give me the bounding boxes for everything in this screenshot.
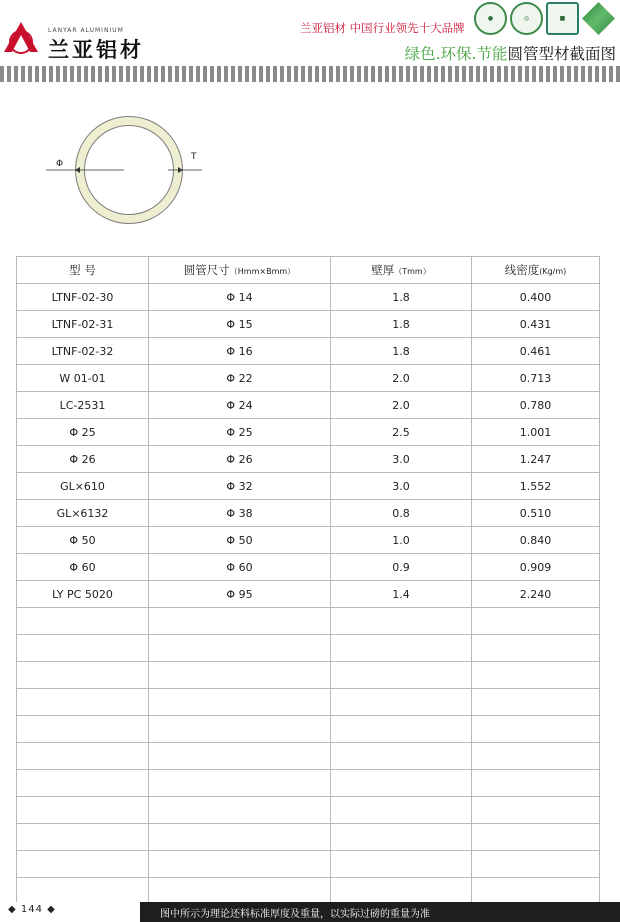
table-cell: [472, 635, 600, 662]
table-cell: 0.461: [472, 338, 600, 365]
table-cell: 1.8: [331, 284, 472, 311]
table-cell: Φ 60: [149, 554, 331, 581]
table-cell: 2.0: [331, 392, 472, 419]
table-cell: [472, 743, 600, 770]
table-row: [17, 608, 600, 635]
table-cell: [472, 824, 600, 851]
table-row: [17, 824, 600, 851]
table-cell: 0.840: [472, 527, 600, 554]
brand-name-en: LANYAR ALUMINIUM: [48, 27, 124, 34]
environment-cert-seal-icon: ◎: [510, 2, 543, 35]
table-body: [17, 284, 600, 905]
table-row: [17, 419, 600, 446]
table-cell: [472, 797, 600, 824]
table-cell: 0.909: [472, 554, 600, 581]
brand-name-cn: 兰亚铝材: [48, 37, 144, 62]
header-density: 线密度(Kg/m): [472, 257, 600, 284]
brand-slogan: 兰亚铝材 中国行业领先十大品牌: [300, 21, 465, 35]
table-cell: [472, 662, 600, 689]
table-cell: [17, 770, 149, 797]
table-cell: [149, 743, 331, 770]
table-cell: Φ 32: [149, 473, 331, 500]
table-cell: [149, 716, 331, 743]
table-cell: LTNF-02-32: [17, 338, 149, 365]
table-cell: [472, 770, 600, 797]
table-cell: [149, 770, 331, 797]
subtitle-black-part: 圆管型材截面图: [507, 45, 616, 63]
table-cell: GL×610: [17, 473, 149, 500]
header-stripe-divider: [0, 66, 620, 82]
table-cell: Φ 22: [149, 365, 331, 392]
table-cell: Φ 50: [149, 527, 331, 554]
table-row: [17, 527, 600, 554]
certification-badges: [474, 2, 615, 35]
table-cell: [472, 689, 600, 716]
table-row: [17, 797, 600, 824]
quality-cert-seal-icon: ■: [546, 2, 579, 35]
table-cell: [149, 662, 331, 689]
table-cell: [331, 608, 472, 635]
table-cell: [331, 824, 472, 851]
header-model: 型 号: [17, 257, 149, 284]
table-cell: [472, 878, 600, 905]
table-cell: Φ 50: [17, 527, 149, 554]
table-row: [17, 338, 600, 365]
table-cell: [17, 851, 149, 878]
table-cell: 0.780: [472, 392, 600, 419]
table-cell: [331, 770, 472, 797]
subtitle-green-part: 绿色.环保.节能: [404, 45, 508, 63]
page-subtitle: [405, 42, 616, 64]
table-row: [17, 635, 600, 662]
table-cell: 1.8: [331, 311, 472, 338]
table-cell: [17, 635, 149, 662]
table-row: [17, 743, 600, 770]
table-cell: Φ 26: [149, 446, 331, 473]
table-cell: 0.8: [331, 500, 472, 527]
footer-note: 图中所示为理论还料标准厚度及重量，以实际过磅的重量为准: [160, 909, 430, 920]
table-cell: [331, 662, 472, 689]
table-header-row: [17, 257, 600, 284]
table-cell: [331, 797, 472, 824]
table-cell: [149, 635, 331, 662]
table-cell: [17, 824, 149, 851]
table-cell: [17, 716, 149, 743]
table-cell: [331, 851, 472, 878]
table-cell: [149, 851, 331, 878]
diameter-label: Φ: [56, 159, 64, 169]
table-cell: 2.240: [472, 581, 600, 608]
table-row: [17, 770, 600, 797]
table-cell: [17, 878, 149, 905]
table-cell: 1.0: [331, 527, 472, 554]
table-cell: [149, 689, 331, 716]
table-cell: 0.9: [331, 554, 472, 581]
green-cert-seal-icon: ●: [474, 2, 507, 35]
table-cell: Φ 25: [17, 419, 149, 446]
table-cell: Φ 38: [149, 500, 331, 527]
table-row: [17, 473, 600, 500]
table-row: [17, 662, 600, 689]
table-cell: Φ 15: [149, 311, 331, 338]
table-cell: [17, 689, 149, 716]
table-row: [17, 716, 600, 743]
table-cell: [17, 797, 149, 824]
table-row: [17, 311, 600, 338]
table-cell: GL×6132: [17, 500, 149, 527]
table-cell: 2.0: [331, 365, 472, 392]
table-cell: [472, 716, 600, 743]
table-cell: Φ 14: [149, 284, 331, 311]
table-cell: 0.431: [472, 311, 600, 338]
spec-table: [16, 256, 600, 905]
table-cell: [331, 743, 472, 770]
table-cell: 3.0: [331, 473, 472, 500]
tube-cross-section-diagram: [44, 108, 214, 238]
table-row: [17, 581, 600, 608]
table-cell: [331, 689, 472, 716]
table-cell: [17, 662, 149, 689]
table-cell: 2.5: [331, 419, 472, 446]
table-row: [17, 500, 600, 527]
table-cell: [331, 878, 472, 905]
table-cell: LY PC 5020: [17, 581, 149, 608]
table-cell: 1.001: [472, 419, 600, 446]
table-row: [17, 392, 600, 419]
table-cell: Φ 95: [149, 581, 331, 608]
table-cell: LTNF-02-31: [17, 311, 149, 338]
table-cell: [331, 716, 472, 743]
table-cell: 0.713: [472, 365, 600, 392]
table-cell: [17, 608, 149, 635]
table-cell: [331, 635, 472, 662]
table-cell: 0.510: [472, 500, 600, 527]
table-cell: [149, 797, 331, 824]
table-cell: Φ 26: [17, 446, 149, 473]
table-cell: Φ 16: [149, 338, 331, 365]
table-cell: 0.400: [472, 284, 600, 311]
table-row: [17, 284, 600, 311]
table-row: [17, 689, 600, 716]
table-cell: [149, 824, 331, 851]
table-cell: 1.4: [331, 581, 472, 608]
page-number: ◆ 144 ◆: [8, 904, 56, 915]
brand-logo-icon: [2, 20, 40, 54]
table-cell: [17, 743, 149, 770]
table-cell: 1.8: [331, 338, 472, 365]
table-row: [17, 878, 600, 905]
table-cell: [149, 608, 331, 635]
table-cell: LTNF-02-30: [17, 284, 149, 311]
header-size: 圆管尺寸（Hmm×Bmm）: [149, 257, 331, 284]
table-row: [17, 851, 600, 878]
energy-saving-seal-icon: [582, 2, 615, 35]
table-cell: LC-2531: [17, 392, 149, 419]
header-thickness: 壁厚（Tmm）: [331, 257, 472, 284]
table-cell: [472, 851, 600, 878]
table-row: [17, 446, 600, 473]
table-cell: Φ 25: [149, 419, 331, 446]
table-cell: 1.247: [472, 446, 600, 473]
table-cell: Φ 60: [17, 554, 149, 581]
table-cell: 3.0: [331, 446, 472, 473]
table-cell: Φ 24: [149, 392, 331, 419]
table-cell: 1.552: [472, 473, 600, 500]
table-row: [17, 365, 600, 392]
table-row: [17, 554, 600, 581]
table-cell: [149, 878, 331, 905]
table-cell: W 01-01: [17, 365, 149, 392]
thickness-label: T: [191, 152, 197, 162]
table-cell: [472, 608, 600, 635]
